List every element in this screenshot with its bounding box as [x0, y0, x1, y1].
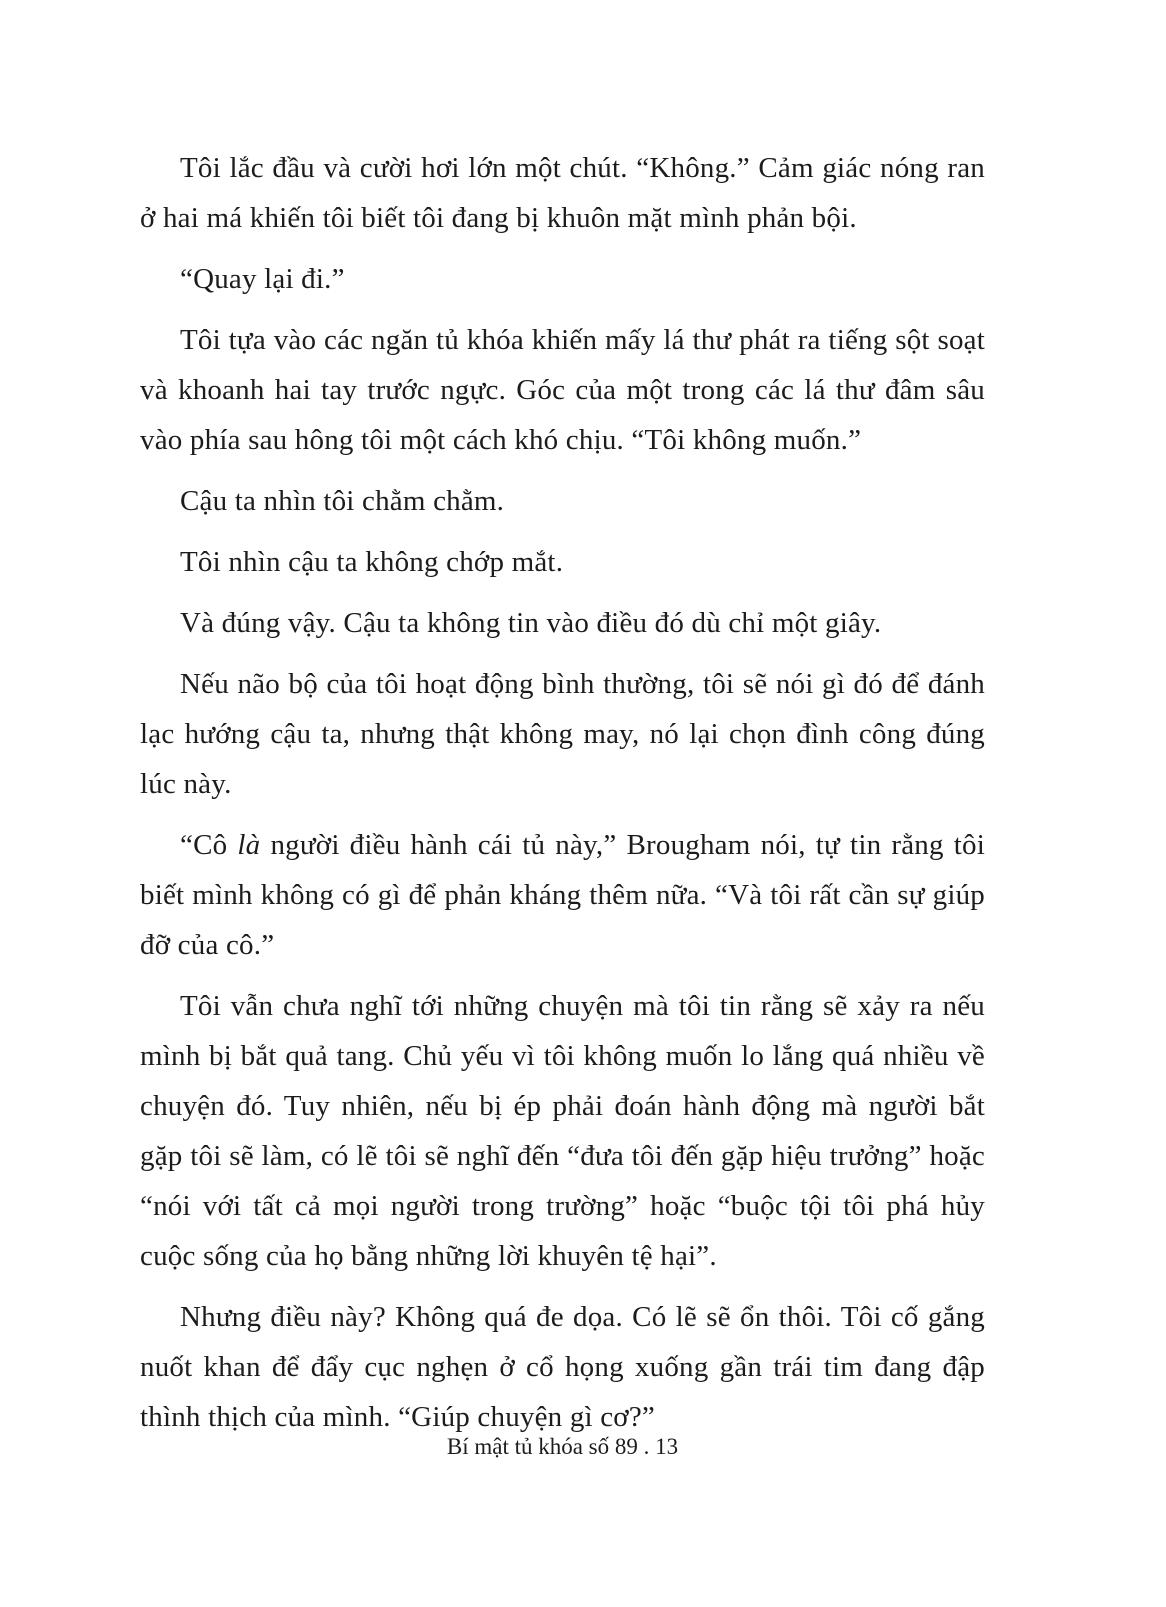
paragraph	[140, 476, 985, 526]
text-segment: người điều hành cái tủ này,” Brougham nói, tự tin rằng tôi biết mình không có gì để phản kháng thêm nữa. “Và tôi rất cần sự giúp đỡ của cô.”	[140, 829, 985, 961]
paragraph	[140, 315, 985, 465]
paragraph	[140, 143, 985, 243]
text-segment: “Cô	[180, 829, 238, 861]
text-segment: Và đúng vậy. Cậu ta không tin vào điều đó dù chỉ một giây.	[180, 607, 882, 639]
text-segment: Tôi tựa vào các ngăn tủ khóa khiến mấy lá thư phát ra tiếng sột soạt và khoanh hai tay trước ngực. Góc của một trong các lá thư đâm sâu vào phía sau hông tôi một cách khó chịu. “Tôi không muốn.”	[140, 324, 985, 456]
paragraph	[140, 820, 985, 970]
footer-text: Bí mật tủ khóa số 89 . 13	[446, 1434, 679, 1459]
italic-text: là	[237, 829, 261, 861]
text-segment: Tôi vẫn chưa nghĩ tới những chuyện mà tôi tin rằng sẽ xảy ra nếu mình bị bắt quả tang. Chủ yếu vì tôi không muốn lo lắng quá nhiều về chuyện đó. Tuy nhiên, nếu bị ép phải đoán hành động mà người bắt gặp tôi sẽ làm, có lẽ tôi sẽ nghĩ đến “đưa tôi đến gặp hiệu trưởng” hoặc “nói với tất cả mọi người trong trường” hoặc “buộc tội tôi phá hủy cuộc sống của họ bằng những lời khuyên tệ hại”.	[140, 990, 985, 1272]
text-segment: Tôi nhìn cậu ta không chớp mắt.	[180, 546, 564, 578]
paragraph	[140, 598, 985, 648]
paragraph	[140, 537, 985, 587]
body-text	[140, 143, 985, 1453]
text-segment: “Quay lại đi.”	[180, 263, 345, 295]
page-footer	[140, 1432, 985, 1462]
text-segment: Cậu ta nhìn tôi chằm chằm.	[180, 485, 505, 517]
text-segment: Nếu não bộ của tôi hoạt động bình thường, tôi sẽ nói gì đó để đánh lạc hướng cậu ta, nhưng thật không may, nó lại chọn đình công đúng lúc này.	[140, 668, 985, 800]
paragraph	[140, 254, 985, 304]
text-segment: Tôi lắc đầu và cười hơi lớn một chút. “Không.” Cảm giác nóng ran ở hai má khiến tôi biết tôi đang bị khuôn mặt mình phản bội.	[140, 152, 985, 234]
paragraph	[140, 981, 985, 1281]
paragraph	[140, 1292, 985, 1442]
text-segment: Nhưng điều này? Không quá đe dọa. Có lẽ sẽ ổn thôi. Tôi cố gắng nuốt khan để đẩy cục nghẹn ở cổ họng xuống gần trái tim đang đập thình thịch của mình. “Giúp chuyện gì cơ?”	[140, 1301, 985, 1433]
paragraph	[140, 659, 985, 809]
